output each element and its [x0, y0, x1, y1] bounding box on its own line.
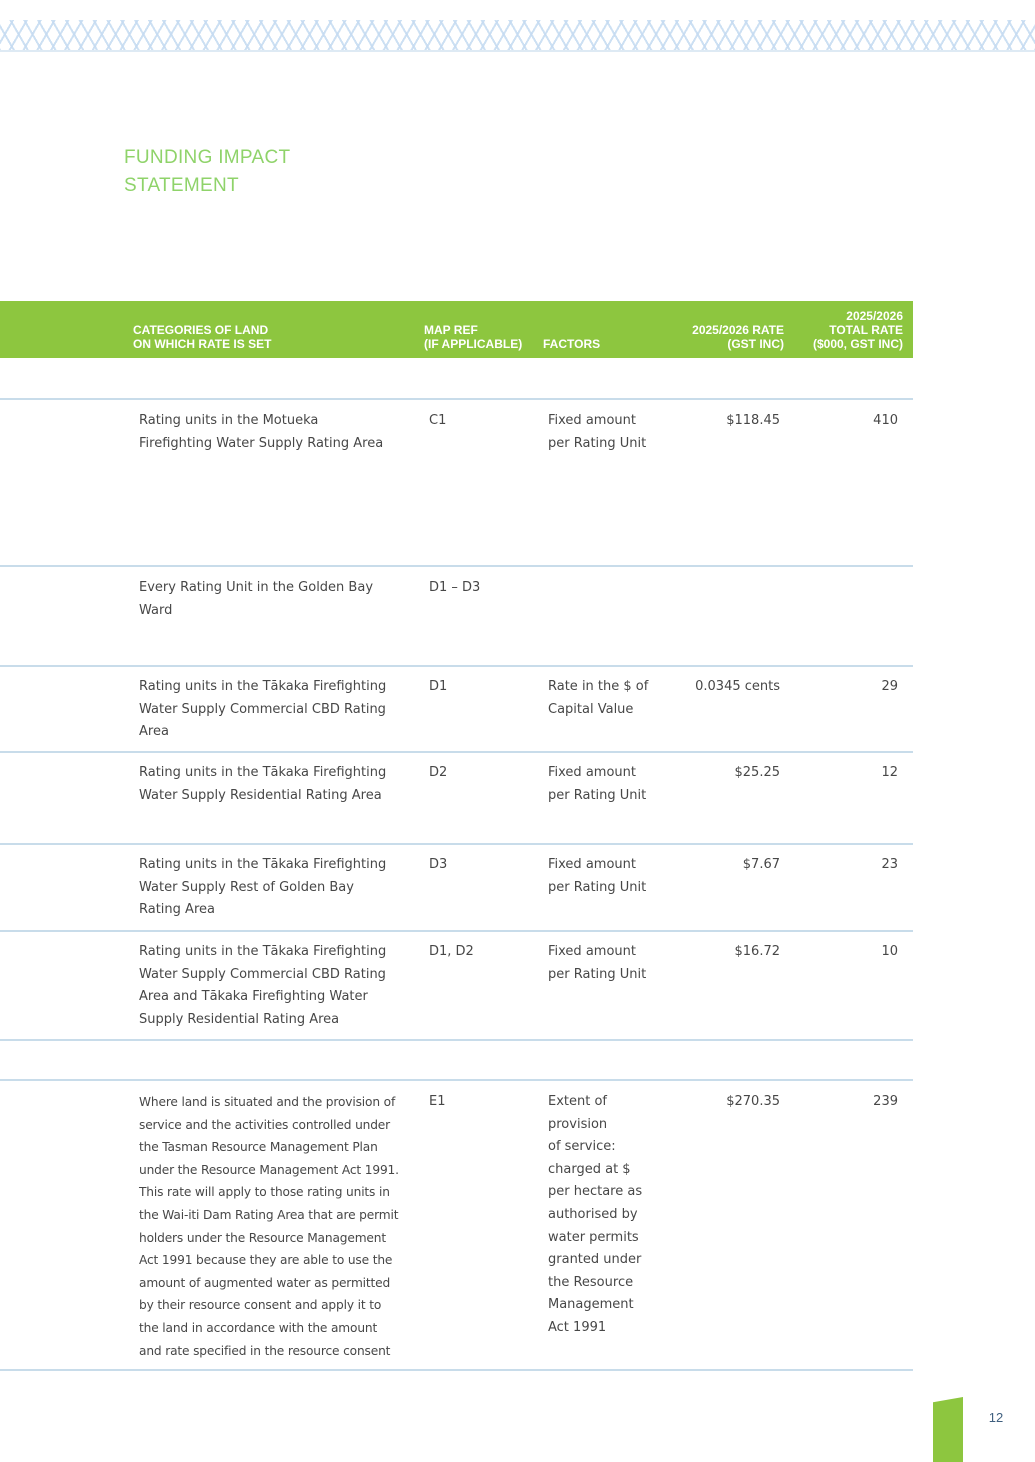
cell-factors-line: Management	[548, 1297, 634, 1313]
cell-factors	[548, 1091, 673, 1340]
cell-category-line: Water Supply Commercial CBD Rating	[139, 966, 386, 982]
cell-factors-line: of service:	[548, 1139, 616, 1155]
cell-category	[139, 941, 424, 1031]
decorative-pattern-band	[0, 20, 1035, 52]
header-total-line-2: TOTAL RATE	[829, 323, 903, 337]
cell-category-line: and rate specified in the resource consent	[139, 1343, 391, 1358]
cell-category-line: the Tasman Resource Management Plan	[139, 1140, 378, 1155]
cell-factors-line: per Rating Unit	[548, 435, 647, 451]
cell-factors-line: authorised by	[548, 1206, 638, 1222]
cell-category	[139, 577, 424, 622]
cell-rate: $270.35	[726, 1094, 780, 1109]
cell-rate: $16.72	[734, 944, 780, 959]
cell-total: 29	[881, 679, 898, 694]
header-total-line-3: ($000, GST INC)	[812, 337, 903, 351]
cell-category	[139, 854, 424, 922]
cell-factors-line: provision	[548, 1116, 608, 1132]
cell-map-ref: D1, D2	[429, 944, 474, 959]
cell-rate: 0.0345 cents	[695, 679, 780, 694]
cell-category	[139, 762, 424, 807]
cell-category-line: Water Supply Commercial CBD Rating	[139, 701, 386, 717]
header-map-ref	[424, 323, 544, 351]
table-header	[0, 301, 913, 358]
cell-category-line: under the Resource Management Act 1991.	[139, 1162, 399, 1177]
cell-category-line: holders under the Resource Management	[139, 1230, 386, 1245]
cell-category-line: Rating units in the Motueka	[139, 413, 319, 428]
cell-map-ref: D1 – D3	[429, 580, 481, 595]
table-rule	[0, 565, 913, 567]
cell-total: 23	[881, 857, 898, 872]
cell-category-line: Supply Residential Rating Area	[139, 1011, 340, 1027]
cell-category-line: Water Supply Rest of Golden Bay	[139, 879, 354, 895]
cell-total: 12	[881, 765, 898, 780]
cell-factors-line: Act 1991	[548, 1319, 607, 1335]
table-rule	[0, 1369, 913, 1371]
cell-factors-line: Fixed amount	[548, 413, 636, 428]
cell-map-ref: D3	[429, 857, 448, 872]
cell-factors-line: Fixed amount	[548, 857, 636, 872]
cell-factors-line: charged at $	[548, 1161, 631, 1177]
cell-factors-line: granted under	[548, 1252, 642, 1268]
header-categories-line-1: CATEGORIES OF LAND	[133, 323, 269, 337]
cell-map-ref: C1	[429, 413, 447, 428]
cell-category-line: Area	[139, 724, 169, 740]
cell-category	[139, 1091, 424, 1362]
cell-factors-line: per Rating Unit	[548, 966, 647, 982]
cell-category-line: Rating units in the Tākaka Firefighting	[139, 679, 387, 694]
header-total-line-1: 2025/2026	[846, 309, 903, 323]
page-title	[124, 144, 344, 200]
cell-category-line: the land in accordance with the amount	[139, 1320, 378, 1335]
cell-category-line: Rating Area	[139, 902, 215, 918]
header-rate	[644, 323, 784, 351]
cell-category-line: Where land is situated and the provision of	[139, 1095, 396, 1109]
header-map-ref-line-2: (IF APPLICABLE)	[424, 337, 523, 351]
cell-category-line: Every Rating Unit in the Golden Bay	[139, 580, 374, 595]
cell-category-line: Act 1991 because they are able to use the	[139, 1253, 393, 1268]
cell-category-line: amount of augmented water as permitted	[139, 1275, 391, 1290]
header-categories	[133, 323, 393, 351]
cell-factors-line: Fixed amount	[548, 944, 636, 959]
cell-category-line: This rate will apply to those rating units in	[139, 1185, 390, 1200]
cell-factors-line: per hectare as	[548, 1184, 643, 1200]
cell-map-ref: D2	[429, 765, 448, 780]
page-title-line-1: FUNDING IMPACT	[124, 147, 291, 168]
table-rule	[0, 1039, 913, 1041]
header-rate-line-2: (GST INC)	[727, 337, 784, 351]
header-total-rate	[783, 309, 903, 351]
cell-category-line: Area and Tākaka Firefighting Water	[139, 989, 368, 1005]
cell-category-line: Ward	[139, 602, 173, 618]
cell-total: 239	[873, 1094, 898, 1109]
cell-rate: $7.67	[742, 857, 780, 872]
cell-category-line: by their resource consent and apply it to	[139, 1298, 382, 1313]
header-factors-line-1: FACTORS	[543, 337, 601, 351]
cell-map-ref: D1	[429, 679, 448, 694]
table-rule	[0, 1079, 913, 1081]
cell-category-line: Rating units in the Tākaka Firefighting	[139, 857, 387, 872]
cell-total: 410	[873, 413, 898, 428]
cell-factors-line: water permits	[548, 1229, 639, 1245]
cell-rate: $118.45	[726, 413, 780, 428]
page-number: 12	[988, 1410, 1004, 1425]
cell-factors-line: Rate in the $ of	[548, 679, 649, 694]
cell-factors-line: Fixed amount	[548, 765, 636, 780]
cell-category-line: Firefighting Water Supply Rating Area	[139, 435, 384, 451]
cell-category-line: the Wai-iti Dam Rating Area that are permit	[139, 1207, 399, 1222]
header-map-ref-line-1: MAP REF	[424, 323, 478, 337]
cell-category-line: Water Supply Residential Rating Area	[139, 787, 382, 803]
cell-map-ref: E1	[429, 1094, 446, 1109]
table-rule	[0, 665, 913, 667]
header-rate-line-1: 2025/2026 RATE	[692, 323, 784, 337]
cell-factors-line: per Rating Unit	[548, 787, 647, 803]
cell-factors-line: the Resource	[548, 1274, 634, 1290]
cell-category	[139, 676, 424, 744]
cell-total: 10	[881, 944, 898, 959]
header-factors	[543, 337, 643, 351]
cell-category-line: Rating units in the Tākaka Firefighting	[139, 765, 387, 780]
table-rule	[0, 843, 913, 845]
cell-rate: $25.25	[734, 765, 780, 780]
table-rule	[0, 751, 913, 753]
cell-factors-line: Capital Value	[548, 701, 634, 717]
header-categories-line-2: ON WHICH RATE IS SET	[133, 337, 272, 351]
cell-factors-line: Extent of	[548, 1094, 608, 1109]
page-tab-marker	[933, 1397, 963, 1462]
page-title-line-2: STATEMENT	[124, 175, 239, 196]
cell-category-line: Rating units in the Tākaka Firefighting	[139, 944, 387, 959]
cell-factors-line: per Rating Unit	[548, 879, 647, 895]
cell-category	[139, 410, 424, 455]
table-rule	[0, 398, 913, 400]
table-rule	[0, 930, 913, 932]
cell-category-line: service and the activities controlled under	[139, 1117, 391, 1132]
